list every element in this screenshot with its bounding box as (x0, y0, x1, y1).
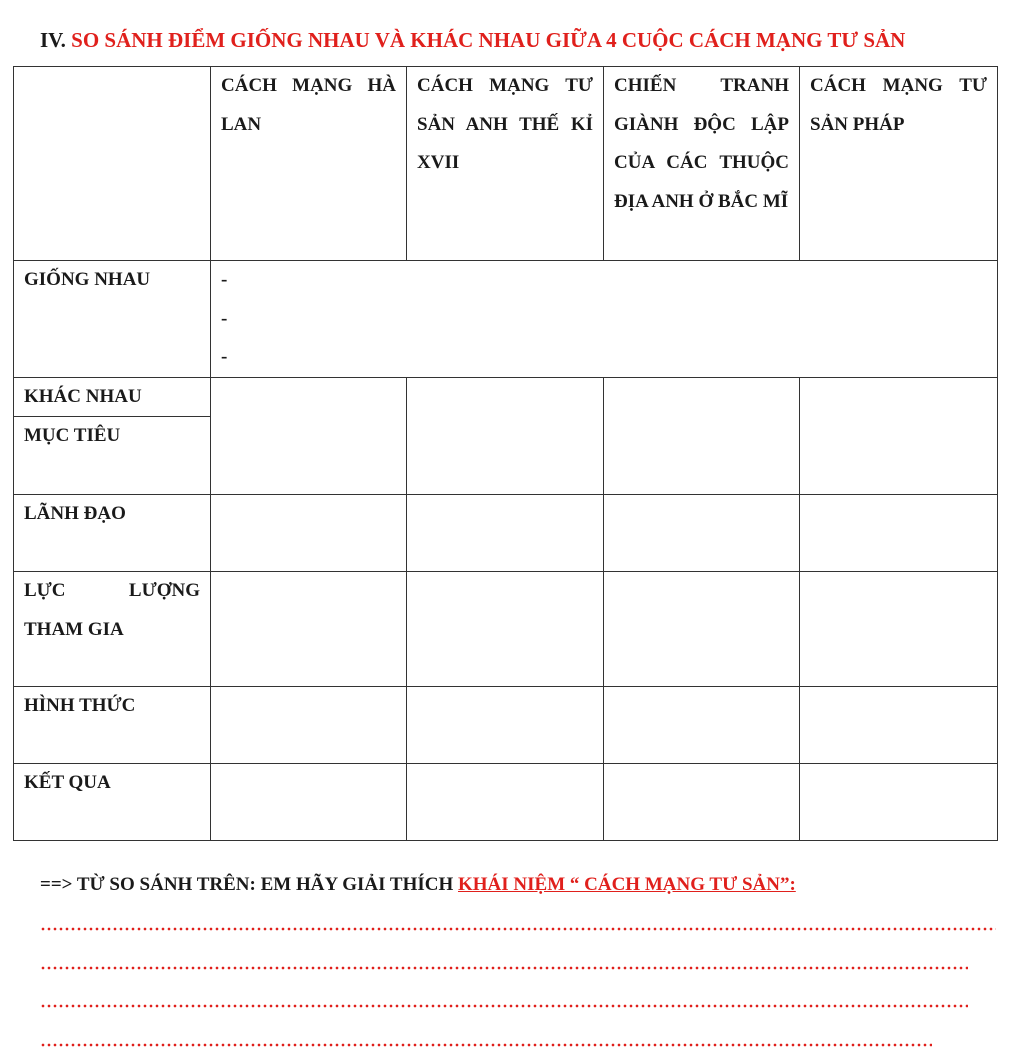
answer-cell[interactable] (604, 572, 800, 687)
answer-cell[interactable] (211, 377, 407, 495)
row-label-cell (14, 572, 211, 687)
similarities-answer-cell[interactable] (211, 261, 998, 378)
header-cell (604, 67, 800, 261)
table-row (14, 495, 998, 572)
bullet-dash: - (221, 269, 228, 290)
section-number: IV. (40, 28, 66, 52)
differences-label: KHÁC NHAU (24, 385, 142, 407)
answer-cell[interactable] (407, 495, 604, 572)
row-label-cell (14, 417, 211, 495)
conclusion-prompt (40, 874, 796, 896)
answer-cell[interactable] (407, 687, 604, 764)
bullet-dash: - (221, 346, 228, 367)
answer-cell[interactable] (604, 764, 800, 841)
header-empty-cell (14, 67, 211, 261)
column-heading: CÁCH MẠNG TƯ SẢN PHÁP (810, 75, 987, 135)
header-cell (800, 67, 998, 261)
answer-cell[interactable] (211, 687, 407, 764)
answer-cell[interactable] (800, 764, 998, 841)
answer-cell[interactable] (211, 572, 407, 687)
answer-cell[interactable] (604, 687, 800, 764)
section-title: SO SÁNH ĐIỂM GIỐNG NHAU VÀ KHÁC NHAU GIỮA 4 CUỘC CÁCH MẠNG TƯ SẢN (71, 28, 906, 52)
column-heading: CHIẾN TRANH GIÀNH ĐỘC LẬP CỦA CÁC THUỘC ĐỊA ANH Ở BẮC MĨ (614, 75, 789, 212)
row-label-cell (14, 495, 211, 572)
answer-dotted-line[interactable] (40, 1004, 968, 1008)
section-heading (40, 28, 905, 53)
answer-cell[interactable] (800, 377, 998, 495)
answer-cell[interactable] (800, 572, 998, 687)
column-heading: CÁCH MẠNG HÀ LAN (221, 75, 396, 135)
row-label-cell (14, 687, 211, 764)
row-label: LỰC LƯỢNG THAM GIA (24, 580, 200, 640)
row-label: MỤC TIÊU (24, 425, 121, 446)
table-header-row (14, 67, 998, 261)
table-row (14, 764, 998, 841)
row-label: KẾT QUA (24, 772, 111, 793)
header-cell (211, 67, 407, 261)
answer-dotted-line[interactable] (40, 927, 996, 931)
answer-dotted-line[interactable] (40, 1043, 932, 1047)
similarities-row (14, 261, 998, 378)
row-label: LÃNH ĐẠO (24, 503, 126, 524)
bullet-dash: - (221, 307, 228, 329)
answer-cell[interactable] (604, 495, 800, 572)
table-row (14, 377, 998, 417)
bullet-list (211, 261, 997, 377)
concept-term: KHÁI NIỆM “ CÁCH MẠNG TƯ SẢN”: (458, 874, 796, 895)
comparison-table (13, 66, 998, 841)
row-label-cell (14, 261, 211, 378)
answer-cell[interactable] (407, 764, 604, 841)
answer-cell[interactable] (604, 377, 800, 495)
table-row (14, 572, 998, 687)
similarities-label: GIỐNG NHAU (24, 269, 151, 290)
answer-cell[interactable] (211, 764, 407, 841)
answer-cell[interactable] (211, 495, 407, 572)
answer-cell[interactable] (407, 572, 604, 687)
answer-cell[interactable] (800, 495, 998, 572)
column-heading: CÁCH MẠNG TƯ SẢN ANH THẾ KỈ XVII (417, 75, 593, 173)
answer-cell[interactable] (800, 687, 998, 764)
header-cell (407, 67, 604, 261)
conclusion-prefix: ==> TỪ SO SÁNH TRÊN: EM HÃY GIẢI THÍCH (40, 874, 458, 895)
row-label: HÌNH THỨC (24, 695, 136, 716)
row-label-cell (14, 377, 211, 417)
row-label-cell (14, 764, 211, 841)
table-row (14, 687, 998, 764)
answer-cell[interactable] (407, 377, 604, 495)
answer-dotted-line[interactable] (40, 966, 968, 970)
